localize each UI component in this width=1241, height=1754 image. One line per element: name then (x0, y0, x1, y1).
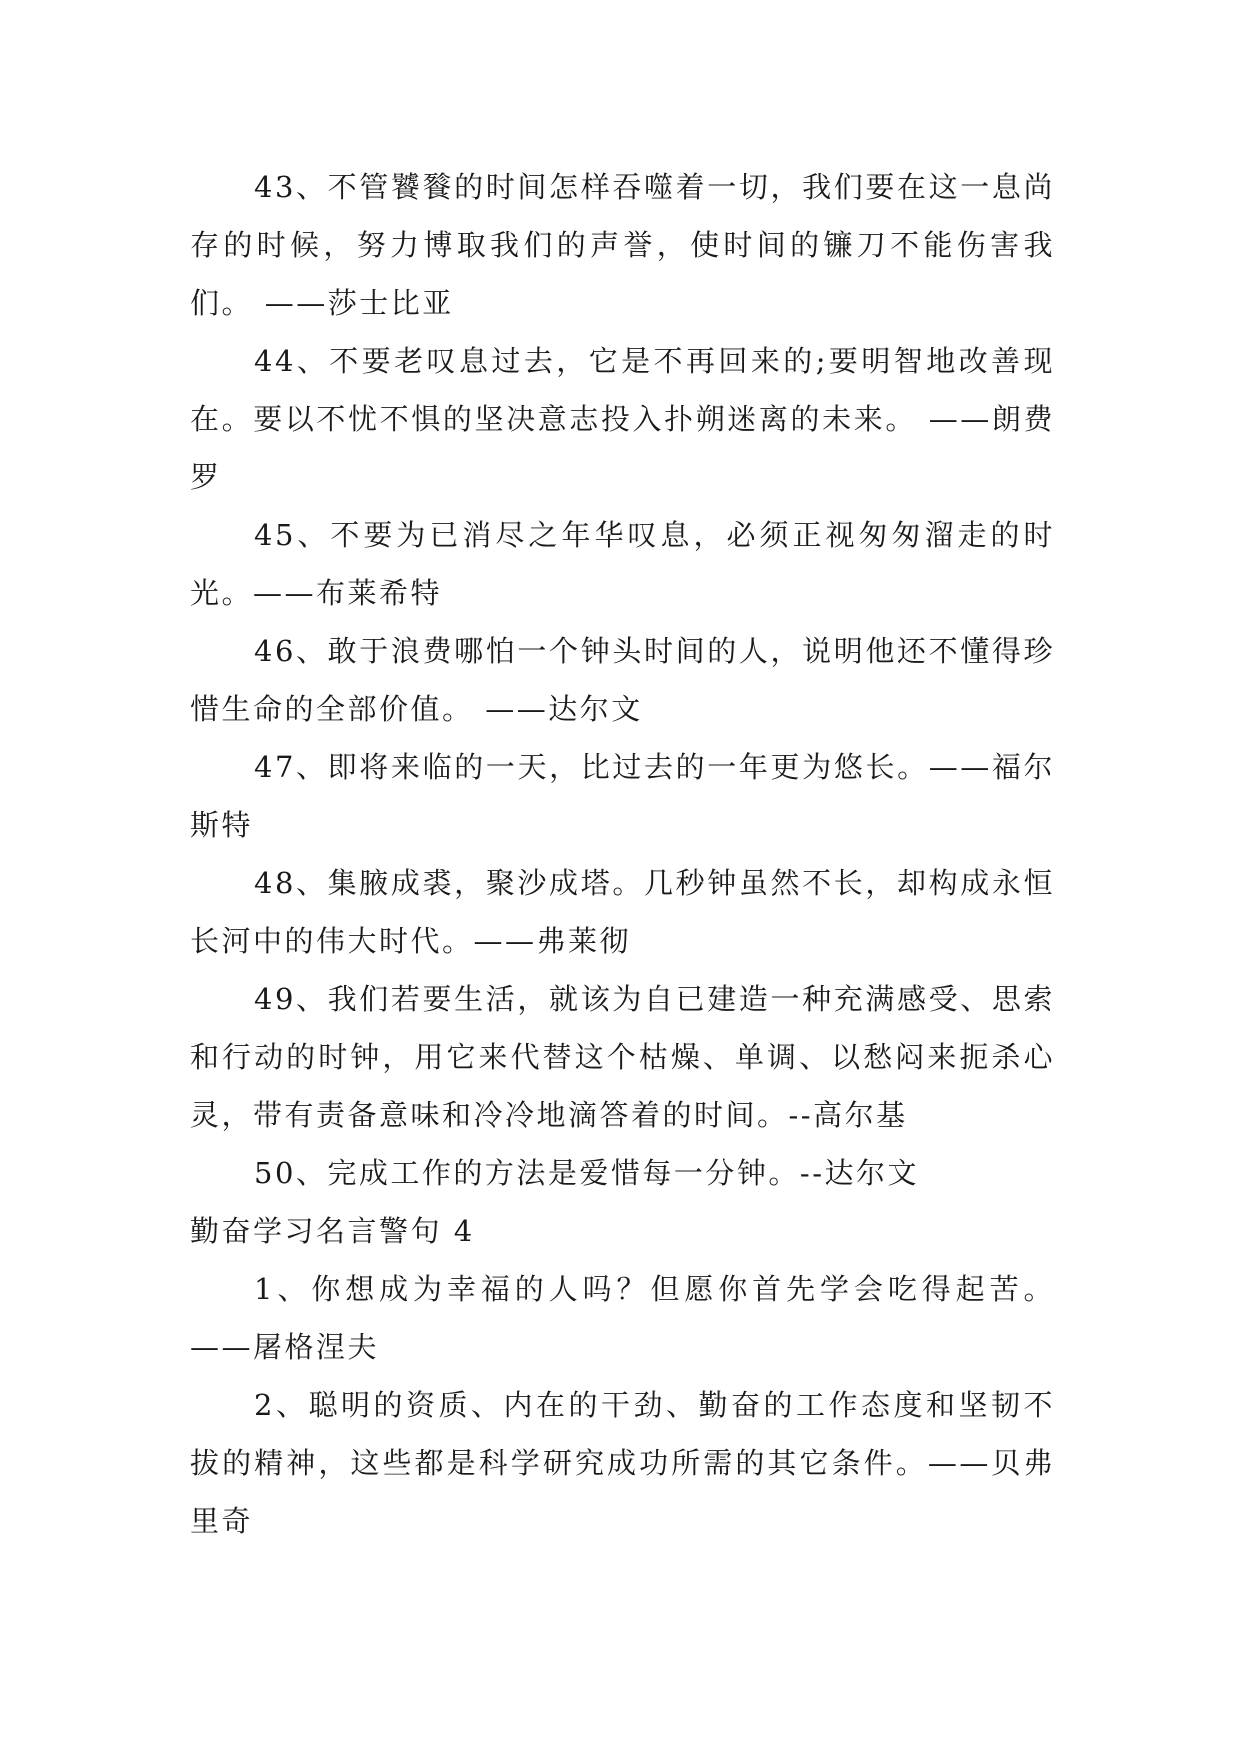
quote-1: 1、你想成为幸福的人吗？但愿你首先学会吃得起苦。——屠格涅夫 (190, 1272, 1055, 1364)
quote-2: 2、聪明的资质、内在的干劲、勤奋的工作态度和坚韧不拔的精神，这些都是科学研究成功所需的其它条件。——贝弗里奇 (190, 1388, 1055, 1538)
quote-44: 44、不要老叹息过去，它是不再回来的;要明智地改善现在。要以不忧不惧的坚决意志投入扑朔迷离的未来。 ——朗费罗 (190, 344, 1055, 494)
quote-48: 48、集腋成裘，聚沙成塔。几秒钟虽然不长，却构成永恒长河中的伟大时代。——弗莱彻 (190, 866, 1055, 958)
quote-43: 43、不管饕餮的时间怎样吞噬着一切，我们要在这一息尚存的时候，努力博取我们的声誉，使时间的镰刀不能伤害我们。 ——莎士比亚 (190, 170, 1055, 320)
quote-45: 45、不要为已消尽之年华叹息，必须正视匆匆溜走的时光。——布莱希特 (190, 518, 1055, 610)
section-heading: 勤奋学习名言警句 4 (190, 1214, 475, 1248)
quote-49: 49、我们若要生活，就该为自已建造一种充满感受、思索和行动的时钟，用它来代替这个枯燥、单调、以愁闷来扼杀心灵，带有责备意味和冷冷地滴答着的时间。--高尔基 (190, 982, 1055, 1132)
quote-47: 47、即将来临的一天，比过去的一年更为悠长。——福尔斯特 (190, 750, 1055, 842)
document-body (190, 158, 1055, 1550)
quote-46: 46、敢于浪费哪怕一个钟头时间的人，说明他还不懂得珍惜生命的全部价值。 ——达尔文 (190, 634, 1055, 726)
quote-50: 50、完成工作的方法是爱惜每一分钟。--达尔文 (254, 1156, 919, 1190)
